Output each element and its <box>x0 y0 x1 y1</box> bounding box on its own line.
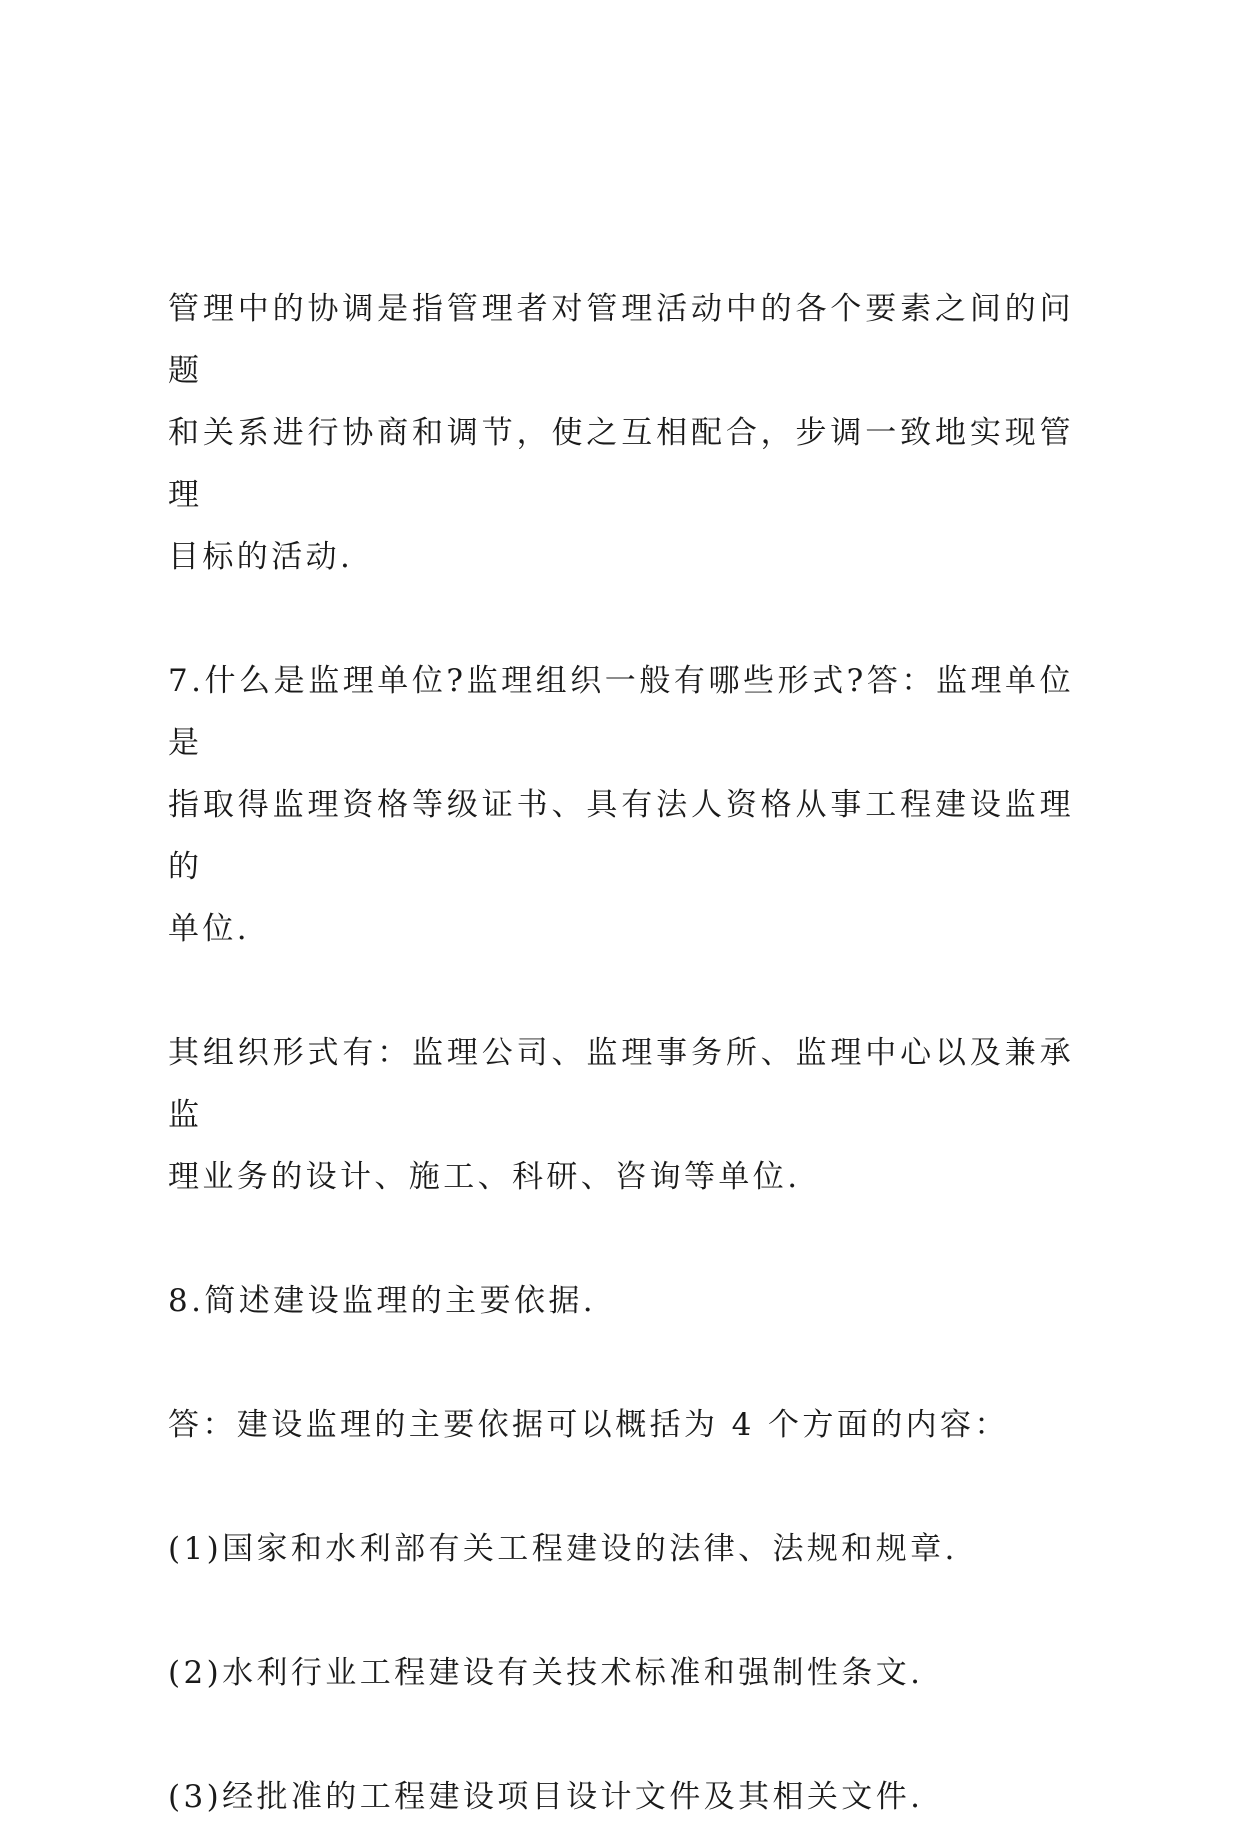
text-line: (1)国家和水利部有关工程建设的法律、法规和规章. <box>168 1531 958 1567</box>
document-body <box>168 278 1074 1828</box>
paragraph-basis-3 <box>168 1766 1074 1828</box>
text-line: 单位. <box>168 911 251 947</box>
paragraph-basis-1 <box>168 1518 1074 1580</box>
text-line: (2)水利行业工程建设有关技术标准和强制性条文. <box>168 1655 924 1691</box>
text-line: 目标的活动. <box>168 539 354 575</box>
text-line: 和关系进行协商和调节，使之互相配合，步调一致地实现管理 <box>168 415 1074 513</box>
paragraph-coordination-definition <box>168 278 1074 588</box>
text-line: 指取得监理资格等级证书、具有法人资格从事工程建设监理的 <box>168 787 1074 885</box>
text-line: 理业务的设计、施工、科研、咨询等单位. <box>168 1159 801 1195</box>
text-line: 8.简述建设监理的主要依据. <box>168 1283 597 1319</box>
paragraph-answer-8 <box>168 1394 1074 1456</box>
text-line: 其组织形式有：监理公司、监理事务所、监理中心以及兼承监 <box>168 1035 1074 1133</box>
text-line: 管理中的协调是指管理者对管理活动中的各个要素之间的问题 <box>168 291 1074 389</box>
paragraph-question-8 <box>168 1270 1074 1332</box>
paragraph-basis-2 <box>168 1642 1074 1704</box>
text-line: 7.什么是监理单位?监理组织一般有哪些形式?答：监理单位是 <box>168 663 1074 761</box>
text-line: 答：建设监理的主要依据可以概括为 4 个方面的内容： <box>168 1407 1009 1443</box>
paragraph-question-7 <box>168 650 1074 960</box>
paragraph-organization-forms <box>168 1022 1074 1208</box>
text-line: (3)经批准的工程建设项目设计文件及其相关文件. <box>168 1779 924 1815</box>
